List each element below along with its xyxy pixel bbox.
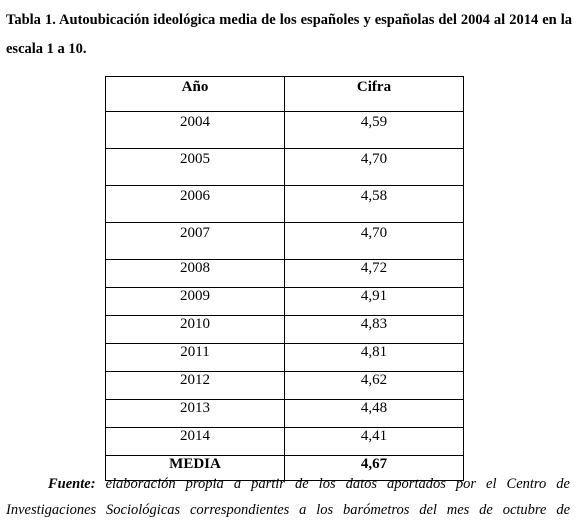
value-cell: 4,62	[285, 372, 464, 400]
column-header-year: Año	[106, 77, 285, 112]
value-cell: 4,83	[285, 316, 464, 344]
year-cell: 2005	[106, 149, 285, 186]
table-row	[106, 372, 464, 400]
table-row	[106, 428, 464, 456]
year-cell: 2011	[106, 344, 285, 372]
table-row	[106, 400, 464, 428]
table-header-row	[106, 77, 464, 112]
value-cell: 4,41	[285, 428, 464, 456]
table-caption: Tabla 1. Autoubicación ideológica media de los españoles y españolas del 2004 al 2014 en la escala 1 a 10.	[6, 12, 572, 57]
total-label-cell: MEDIA	[106, 456, 285, 481]
table-row	[106, 260, 464, 288]
value-cell: 4,59	[285, 112, 464, 149]
table-row	[106, 288, 464, 316]
value-cell: 4,58	[285, 186, 464, 223]
value-cell: 4,72	[285, 260, 464, 288]
value-cell: 4,91	[285, 288, 464, 316]
source-note	[6, 471, 570, 523]
year-cell: 2012	[106, 372, 285, 400]
table-row	[106, 112, 464, 149]
total-value-cell: 4,67	[285, 456, 464, 481]
year-cell: 2013	[106, 400, 285, 428]
value-cell: 4,48	[285, 400, 464, 428]
table-row	[106, 149, 464, 186]
year-cell: 2010	[106, 316, 285, 344]
year-cell: 2009	[106, 288, 285, 316]
year-cell: 2007	[106, 223, 285, 260]
source-label: Fuente:	[48, 476, 96, 492]
table-row	[106, 344, 464, 372]
value-cell: 4,81	[285, 344, 464, 372]
value-cell: 4,70	[285, 223, 464, 260]
year-cell: 2004	[106, 112, 285, 149]
ideology-table	[105, 76, 464, 481]
year-cell: 2014	[106, 428, 285, 456]
source-text: elaboración propia a partir de los datos aportados por el Centro de Investigaciones Sociológicas correspondientes a los barómetros del mes de octubre de	[6, 476, 570, 518]
value-cell: 4,70	[285, 149, 464, 186]
table-row	[106, 186, 464, 223]
table-row	[106, 223, 464, 260]
year-cell: 2006	[106, 186, 285, 223]
column-header-value: Cifra	[285, 77, 464, 112]
year-cell: 2008	[106, 260, 285, 288]
table-row	[106, 316, 464, 344]
